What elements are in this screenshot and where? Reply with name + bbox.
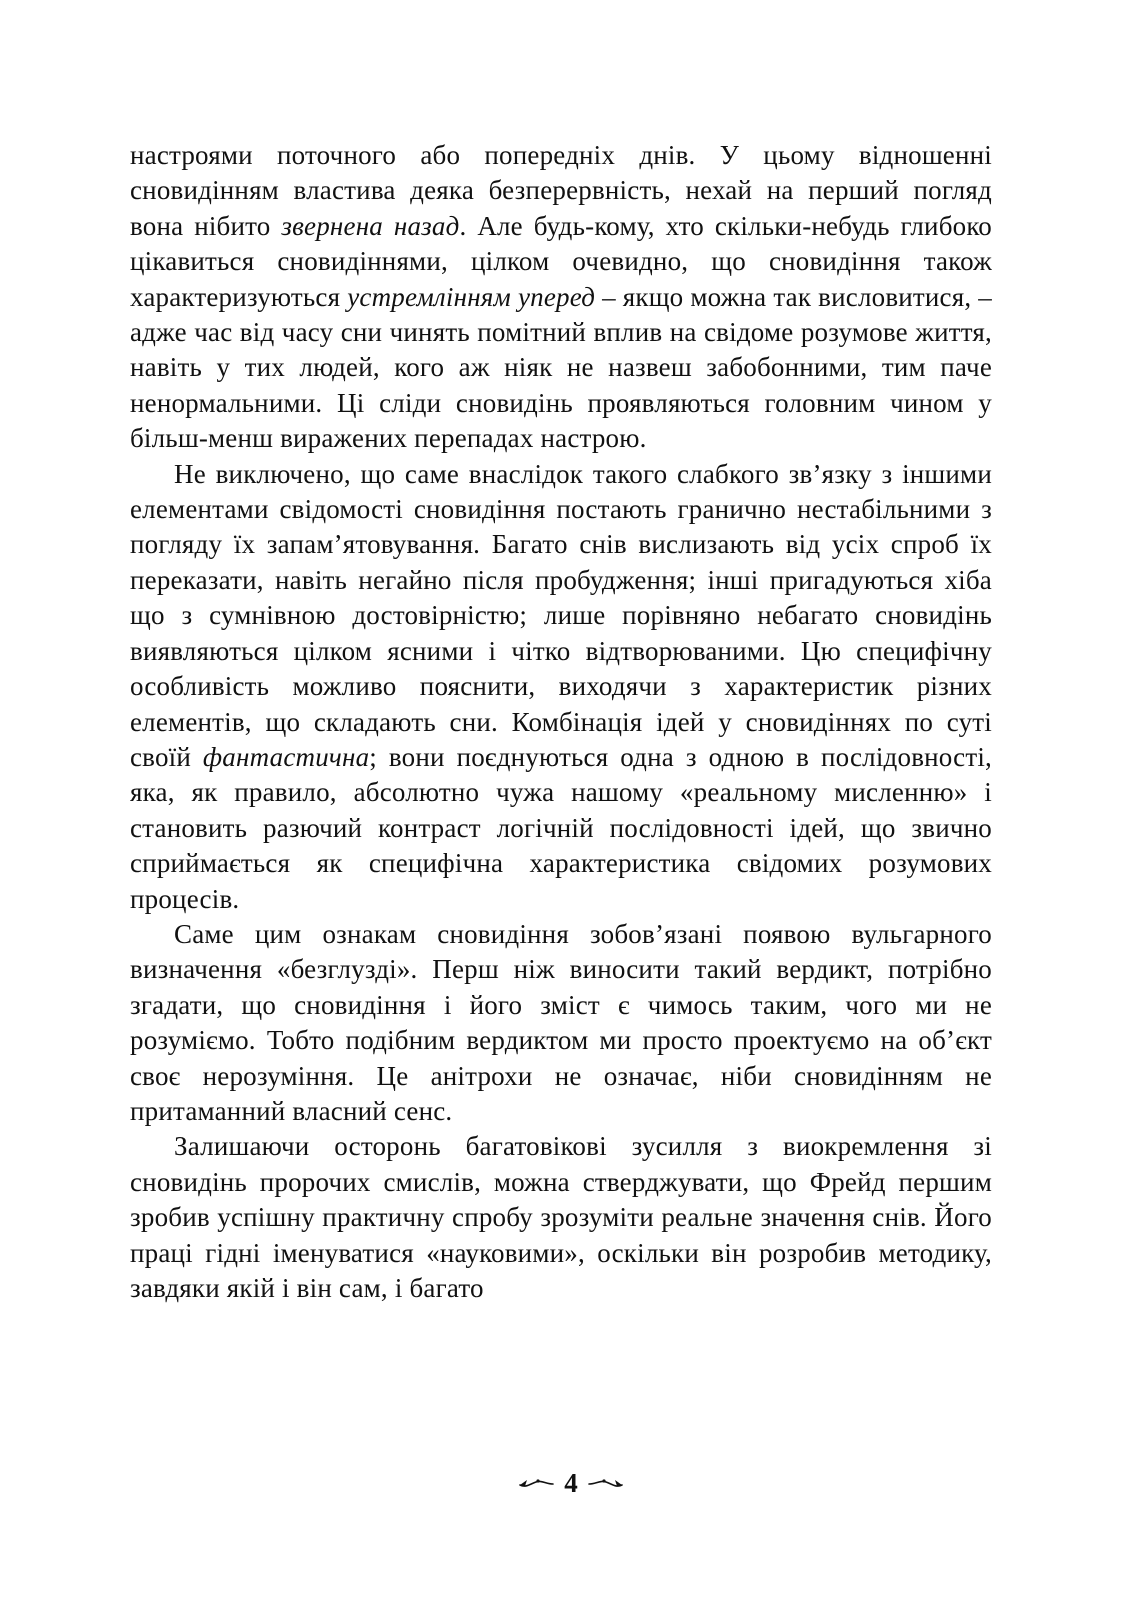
text-run: Саме цим ознакам сновидіння зобов’язані появою вульгарного визначення «безглузді». Перш ніж виносити такий вердикт, потрібно згадати, що сновидіння і його зміст є чимось таким, чого ми не розуміємо. Тобто подібним вердиктом ми просто проектуємо на об’єкт своє нерозуміння. Це анітрохи не означає, ніби сновидінням не притаманний власний сенс.: [130, 918, 992, 1126]
page-number: 4: [564, 1468, 578, 1498]
text-run: настроями поточного або попередніх днів. У цьому відношенні сновидінням властива деяка безперервність, нехай на перший погляд вона нібито: [130, 140, 992, 241]
text-run: Не виключено, що саме внаслідок такого слабкого зв’язку з іншими елементами свідомості сновидіння постають гранично нестабільними з погляду їх запам’ятовування. Багато снів вислизають від усіх спроб їх переказати, навіть негайно після пробудження; інші пригадуються хіба що з сумнівною достовірністю; лише порівняно небагато сновидінь виявляються цілком ясними і чітко відтворюваними. Цю специфічну особливість можливо пояснити, виходячи з характеристик різних елементів, що складають сни. Комбінація ідей у сновидіннях по суті своїй: [130, 458, 992, 772]
paragraph: [130, 457, 992, 917]
paragraph: [130, 138, 992, 457]
paragraph: [130, 917, 992, 1129]
italic-text-run: фантастична: [202, 741, 370, 772]
flourish-right-icon: [588, 1476, 624, 1492]
flourish-left-icon: [518, 1476, 554, 1492]
italic-text-run: звернена назад: [281, 210, 460, 241]
text-run: – якщо можна так висловитися, – адже час від часу сни чинять помітний вплив на свідоме розумове життя, навіть у тих людей, кого аж ніяк не назвеш забобонними, тим паче ненормальними. Ці сліди сновидінь проявляються головним чином у більш-менш виражених перепадах настрою.: [130, 281, 992, 454]
paragraph: [130, 1129, 992, 1306]
italic-text-run: устремлінням уперед: [347, 281, 596, 312]
text-run: . Але будь-кому, хто скільки-небудь глибоко цікавиться сновидіннями, цілком очевидно, що сновидіння також характеризуються: [130, 210, 992, 312]
page-footer: [0, 1468, 1142, 1499]
text-run: ; вони поєднуються одна з одною в послідовності, яка, як правило, абсолютно чужа нашому «реальному мисленню» і становить разючий контраст логічній послідовності ідей, що звично сприймається як специфічна характеристика свідомих розумових процесів.: [130, 741, 992, 914]
text-run: Залишаючи осторонь багатовікові зусилля з виокремлення зі сновидінь пророчих смислів, можна стверджувати, що Фрейд першим зробив успішну практичну спробу зрозуміти реальне значення снів. Його праці гідні іменуватися «науковими», оскільки він розробив методику, завдяки якій і він сам, і багато: [130, 1131, 992, 1303]
page-text: [130, 138, 992, 1306]
